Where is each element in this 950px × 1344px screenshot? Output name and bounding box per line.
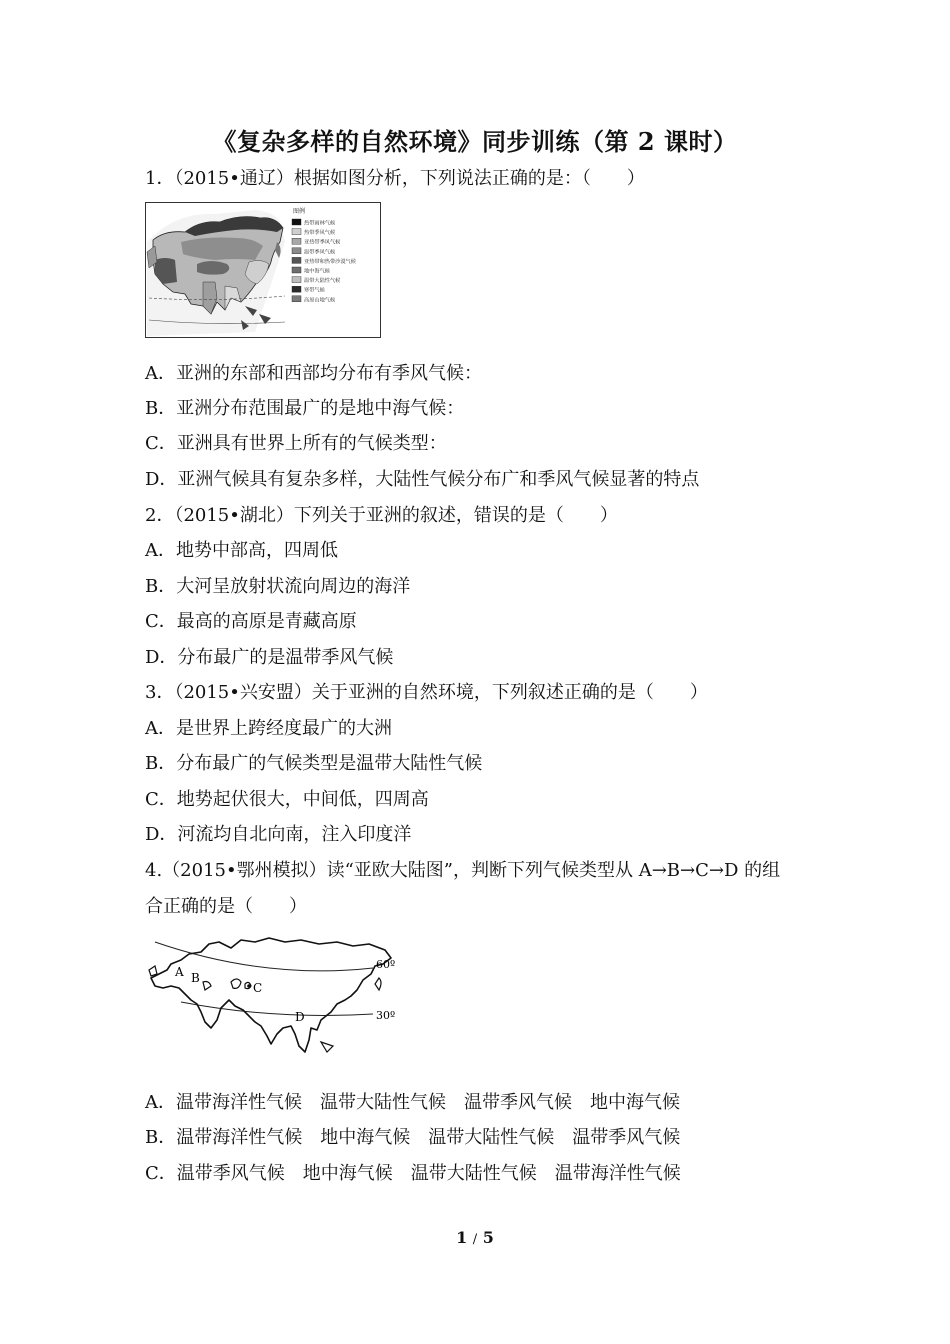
question-1-option-d: D．亚洲气候具有复杂多样，大陆性气候分布广和季风气候显著的特点 <box>145 469 700 490</box>
question-2-option-d: D．分布最广的是温带季风气候 <box>145 647 394 668</box>
page-current: 1 <box>456 1228 468 1247</box>
legend-title: 图例 <box>293 208 306 215</box>
legend-swatch <box>292 277 301 283</box>
document-title: 《复杂多样的自然环境》同步训练（第 2 课时） <box>212 127 738 156</box>
legend-swatch <box>292 296 301 302</box>
question-2-option-a: A．地势中部高，四周低 <box>145 540 338 561</box>
legend-swatch <box>292 267 301 273</box>
legend-label: 寒带气候 <box>304 287 325 294</box>
question-3-option-a: A．是世界上跨经度最广的大洲 <box>145 718 392 739</box>
question-2-option-c: C．最高的高原是青藏高原 <box>145 611 357 632</box>
legend-label: 亚热带季风气候 <box>304 239 341 246</box>
legend-swatch <box>292 248 301 254</box>
question-4-option-c: C．温带季风气候 地中海气候 温带大陆性气候 温带海洋性气候 <box>145 1163 681 1184</box>
legend-label: 亚热带和热带沙漠气候 <box>304 258 356 265</box>
question-2-option-b: B．大河呈放射状流向周边的海洋 <box>145 576 411 597</box>
question-3-option-b: B．分布最广的气候类型是温带大陆性气候 <box>145 753 483 774</box>
legend-swatch <box>292 229 301 235</box>
map-label-b: B <box>191 971 200 985</box>
map-label-d: D <box>295 1010 305 1024</box>
map-label-c: C <box>253 981 263 995</box>
latitude-30-label: 30º <box>376 1009 396 1022</box>
legend-label: 温带季风气候 <box>304 249 336 256</box>
question-1-option-c: C．亚洲具有世界上所有的气候类型： <box>145 433 447 454</box>
question-4-stem-line-1: 4.（2015•鄂州模拟）读“亚欧大陆图”，判断下列气候类型从 A→B→C→D 的组 <box>145 860 781 881</box>
question-1-stem: 1．（2015•通辽）根据如图分析，下列说法正确的是：（ ） <box>145 168 645 189</box>
question-3-option-d: D．河流均自北向南，注入印度洋 <box>145 824 412 845</box>
question-4-stem-line-2: 合正确的是（ ） <box>145 896 307 917</box>
map-label-a: A <box>175 965 184 979</box>
legend-label: 热带雨林气候 <box>304 220 336 227</box>
question-1-option-a: A．亚洲的东部和西部均分布有季风气候： <box>145 363 482 384</box>
legend-swatch <box>292 219 301 225</box>
page-number <box>0 1228 950 1247</box>
legend-label: 地中海气候 <box>304 268 330 275</box>
latitude-60-label: 60º <box>376 958 396 971</box>
legend-label: 高原山地气候 <box>304 297 336 304</box>
page-total: 5 <box>482 1228 494 1247</box>
question-4-option-b: B．温带海洋性气候 地中海气候 温带大陆性气候 温带季风气候 <box>145 1127 681 1148</box>
eurasia-map-figure <box>145 930 405 1065</box>
asia-climate-map-figure <box>145 202 381 338</box>
page-separator: / <box>472 1232 478 1247</box>
question-4-option-a: A．温带海洋性气候 温带大陆性气候 温带季风气候 地中海气候 <box>145 1092 680 1113</box>
question-3-stem: 3．（2015•兴安盟）关于亚洲的自然环境，下列叙述正确的是（ ） <box>145 682 708 703</box>
legend-swatch <box>292 257 301 263</box>
legend-label: 温带大陆性气候 <box>304 278 341 285</box>
question-2-stem: 2．（2015•湖北）下列关于亚洲的叙述，错误的是（ ） <box>145 505 618 526</box>
legend-swatch <box>292 286 301 292</box>
question-1-option-b: B．亚洲分布范围最广的是地中海气候： <box>145 398 465 419</box>
legend-swatch <box>292 238 301 244</box>
question-3-option-c: C．地势起伏很大，中间低，四周高 <box>145 789 429 810</box>
legend-label: 热带季风气候 <box>304 230 336 237</box>
